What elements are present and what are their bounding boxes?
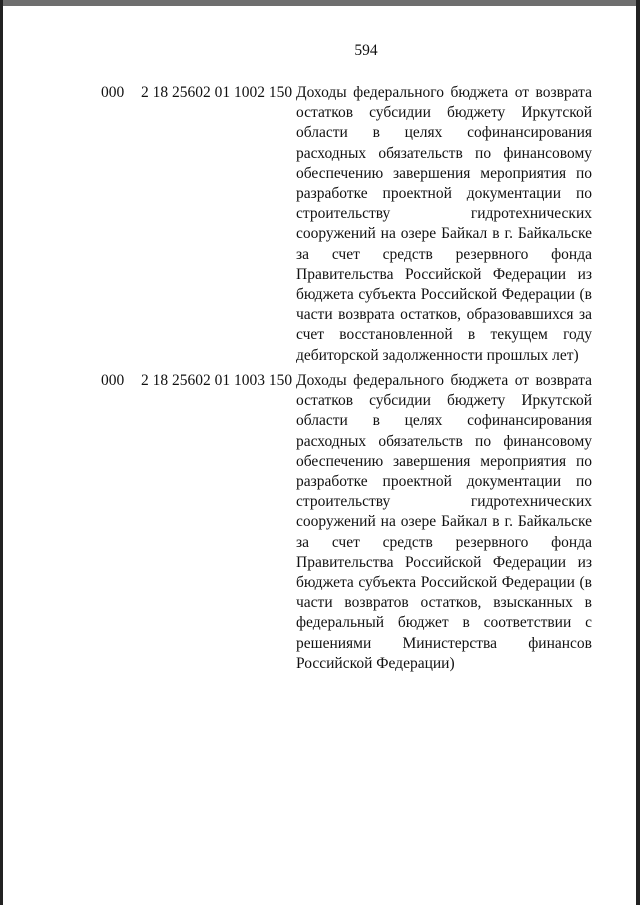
scan-border-top bbox=[0, 0, 640, 6]
budget-classification-code: 2 18 25602 01 1003 150 bbox=[141, 372, 293, 389]
income-description: Доходы федерального бюджета от возврата остатков субсидии бюджету Иркутской области в целях софинансирования расходных обязательств по финансовому обеспечению завершения мероприятия по разработке проектной документации по строительству гидротехнических сооружений на озере Байкал в г. Байкальске за счет средств резервного фонда Правительства Российской Федерации из бюджета субъекта Российской Федерации (в части возвратов остатков, взысканных в федеральный бюджет в соответствии с решениями Министерства финансов Российской Федерации) bbox=[296, 372, 592, 672]
administrator-code: 000 bbox=[101, 372, 125, 389]
administrator-code: 000 bbox=[101, 84, 125, 101]
scan-border-left bbox=[0, 0, 3, 905]
income-description: Доходы федерального бюджета от возврата остатков субсидии бюджету Иркутской области в целях софинансирования расходных обязательств по финансовому обеспечению завершения мероприятия по разработке проектной документации по строительству гидротехнических сооружений на озере Байкал в г. Байкальске за счет средств резервного фонда Правительства Российской Федерации из бюджета субъекта Российской Федерации (в части возврата остатков, образовавшихся за счет восстановленной в текущем году дебиторской задолженности прошлых лет) bbox=[296, 84, 592, 364]
budget-classification-code: 2 18 25602 01 1002 150 bbox=[141, 84, 293, 101]
page-number: 594 bbox=[354, 42, 378, 59]
scan-border-right bbox=[636, 0, 640, 905]
